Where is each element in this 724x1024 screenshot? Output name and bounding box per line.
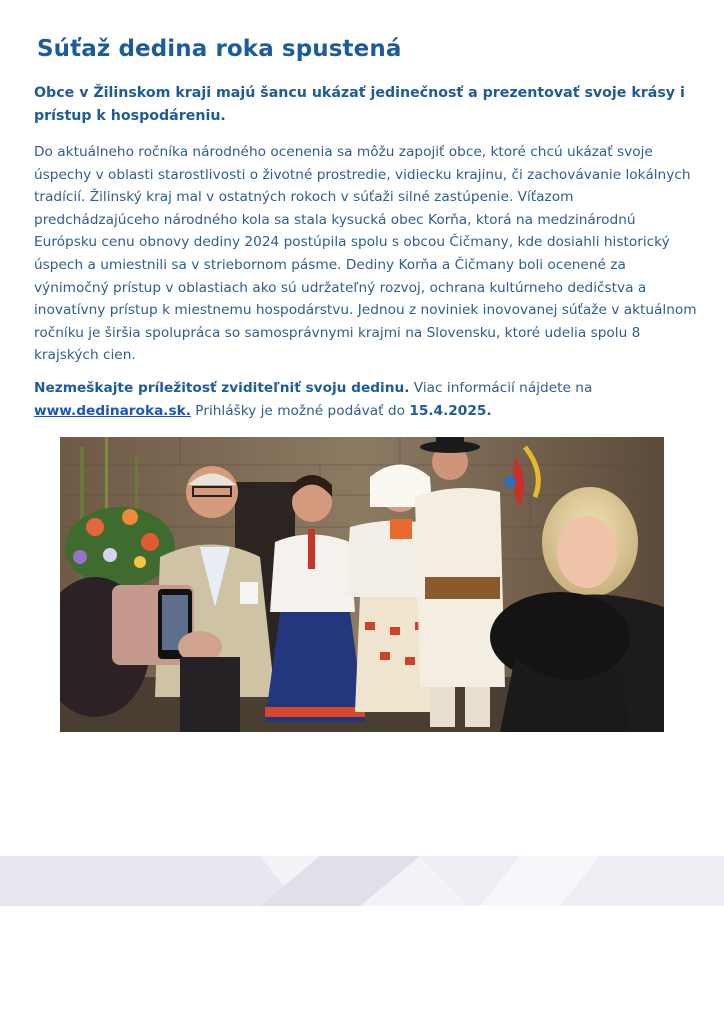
footer-band-graphic — [0, 856, 724, 906]
body-line: ročníku je širšia spolupráca so samosprávnymi krajmi na Slovensku, ktoré udelia spolu 8 — [34, 324, 641, 341]
page-title: Súťaž dedina roka spustená — [37, 36, 402, 62]
cta-text: Viac informácií nájdete na — [409, 380, 593, 396]
body-line: Európsku cenu obnovy dediny 2024 postúpila spolu s obcou Čičmany, kde dosiahli historický — [34, 234, 670, 251]
event-photo-illustration — [60, 437, 664, 732]
article-body — [34, 141, 699, 367]
footer-decorative-band — [0, 856, 724, 906]
call-to-action — [34, 377, 694, 422]
body-line: predchádzajúceho národného kola sa stala kysucká obec Korňa, ktorá na medzinárodnú — [34, 211, 636, 228]
body-line: úspechy v oblasti starostlivosti o životné prostredie, vidiecku krajinu, či zachovávanie lokálnych — [34, 166, 691, 183]
body-line: krajských cien. — [34, 347, 136, 364]
cta-bold-text: Nezmeškajte príležitosť zviditeľniť svoju dedinu. — [34, 380, 410, 396]
article-lead: Obce v Žilinskom kraji majú šancu ukázať jedinečnosť a prezentovať svoje krásy i prístup k hospodáreniu. — [34, 85, 685, 124]
deadline-text: Prihlášky je možné podávať do — [190, 402, 410, 419]
body-line: Do aktuálneho ročníka národného ocenenia sa môžu zapojiť obce, ktoré chcú ukázať svoje — [34, 144, 653, 160]
body-line: výnimočný prístup v oblastiach ako sú udržateľný rozvoj, ochrana kultúrneho dedičstva a — [34, 279, 647, 296]
foreground-hat-silhouette — [490, 592, 630, 732]
body-line: úspech a umiestnili sa v striebornom pásme. Dediny Korňa a Čičmany boli ocenené za — [34, 256, 626, 273]
event-photo — [60, 437, 664, 732]
body-line: tradícií. Žilinský kraj mal v ostatných rokoch v súťaži silné zastúpenie. Víťazom — [34, 189, 574, 206]
body-line: inovatívny prístup k miestnemu hospodárstvu. Jednou z noviniek inovovanej súťaže v aktuálnom — [34, 302, 697, 319]
deadline-date: 15.4.2025. — [409, 402, 492, 419]
dedinaroka-link[interactable]: www.dedinaroka.sk. — [34, 402, 191, 419]
